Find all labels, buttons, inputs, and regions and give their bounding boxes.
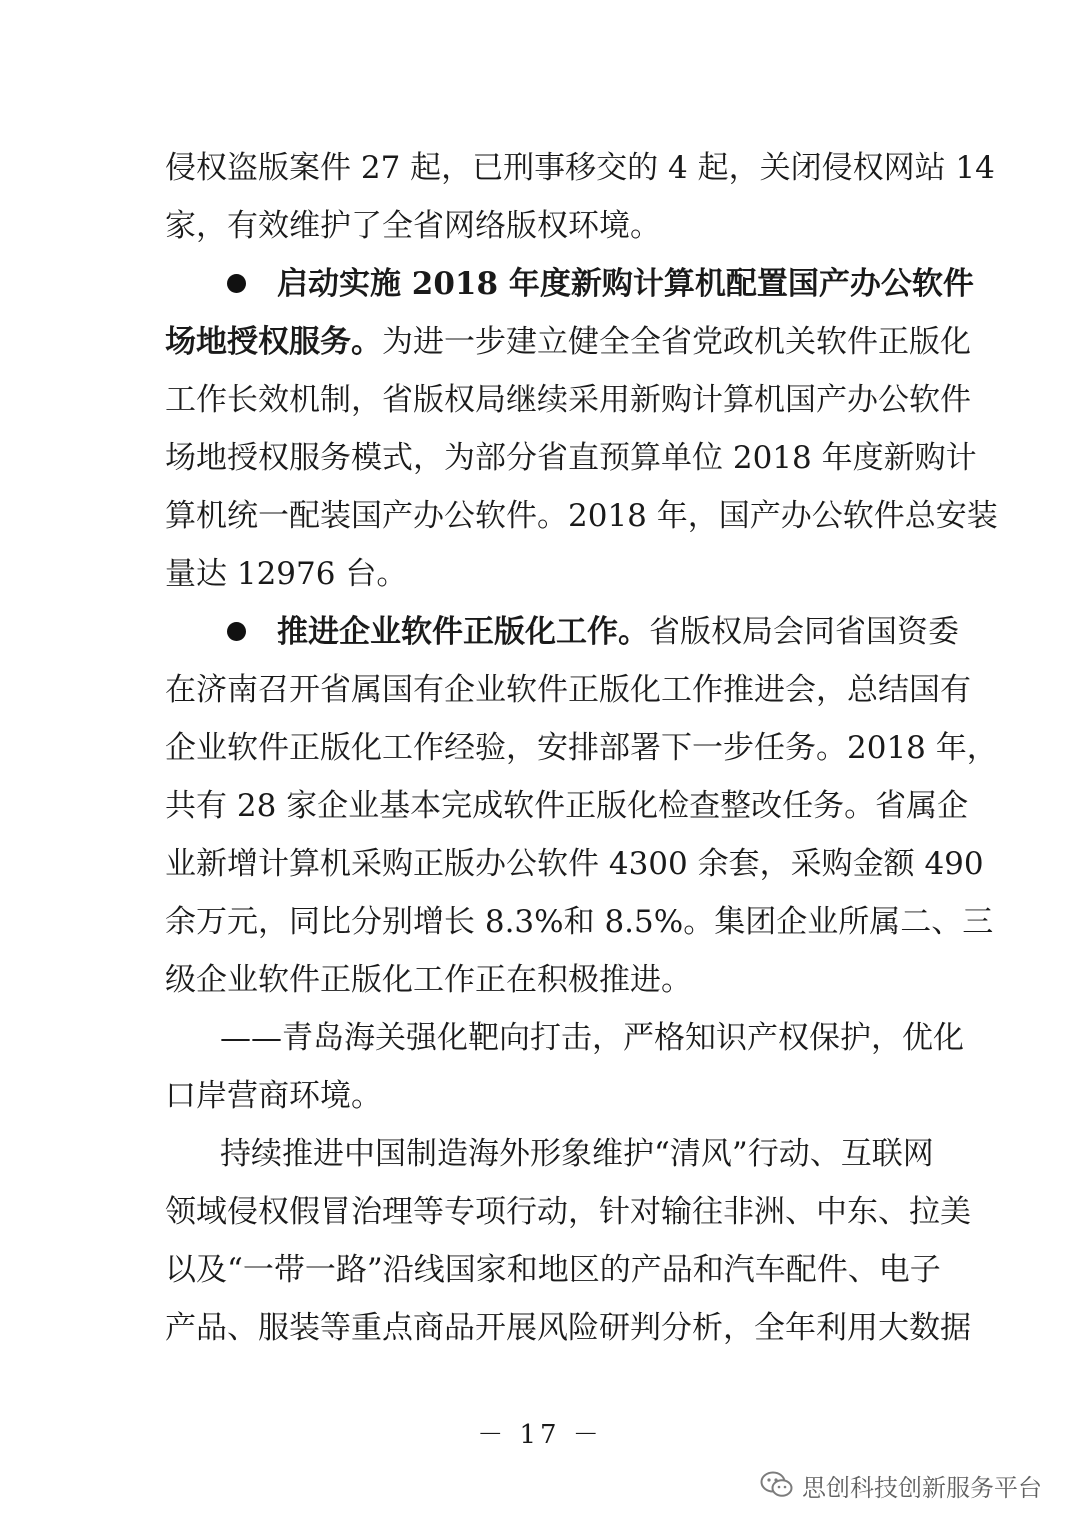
paragraph-text: 为进一步建立健全全省党政机关软件正版化 [382, 324, 971, 360]
paragraph-line: 产品、服装等重点商品开展风险研判分析，全年利用大数据 [165, 1310, 971, 1346]
bullet-icon [227, 622, 246, 641]
paragraph-line: 领域侵权假冒治理等专项行动，针对输往非洲、中东、拉美 [165, 1194, 971, 1230]
paragraph-line: 企业软件正版化工作经验，安排部署下一步任务。2018 年， [165, 730, 998, 766]
paragraph-line: 场地授权服务模式，为部分省直预算单位 2018 年度新购计 [165, 440, 977, 476]
page-number: － 17 － [477, 1420, 603, 1450]
paragraph-line: 量达 12976 台。 [165, 556, 408, 592]
paragraph-line: 以及“一带一路”沿线国家和地区的产品和汽车配件、电子 [165, 1252, 941, 1288]
paragraph-line: 级企业软件正版化工作正在积极推进。 [165, 962, 692, 998]
paragraph-line: 余万元，同比分别增长 8.3%和 8.5%。集团企业所属二、三 [165, 904, 994, 940]
paragraph-line: 工作长效机制，省版权局继续采用新购计算机国产办公软件 [165, 382, 971, 418]
bullet-paragraph [277, 606, 959, 658]
bullet-icon [227, 274, 246, 293]
paragraph-line: 侵权盗版案件 27 起，已刑事移交的 4 起，关闭侵权网站 14 [165, 150, 995, 186]
paragraph-line: 家，有效维护了全省网络版权环境。 [165, 208, 661, 244]
bullet-heading-cont: 场地授权服务。 [165, 324, 382, 360]
section-heading: ——青岛海关强化靶向打击，严格知识产权保护，优化 [220, 1020, 964, 1056]
section-heading-cont: 口岸营商环境。 [165, 1078, 382, 1114]
bullet-item [165, 258, 974, 310]
paragraph-text: 省版权局会同省国资委 [649, 614, 959, 650]
paragraph-line: 持续推进中国制造海外形象维护“清风”行动、互联网 [220, 1136, 934, 1172]
bullet-heading: 启动实施 2018 年度新购计算机配置国产办公软件 [277, 266, 974, 302]
paragraph-line: 共有 28 家企业基本完成软件正版化检查整改任务。省属企 [165, 788, 969, 824]
paragraph-line: 业新增计算机采购正版办公软件 4300 余套，采购金额 490 [165, 846, 984, 882]
bullet-item [165, 606, 959, 658]
bullet-heading: 推进企业软件正版化工作。 [277, 614, 649, 650]
paragraph-line: 在济南召开省属国有企业软件正版化工作推进会，总结国有 [165, 672, 971, 708]
wechat-icon [760, 1470, 794, 1500]
paragraph-line: 算机统一配装国产办公软件。2018 年，国产办公软件总安装 [165, 498, 998, 534]
paragraph-line [165, 316, 971, 368]
watermark-text: 思创科技创新服务平台 [802, 1473, 1042, 1502]
watermark [760, 1462, 1042, 1508]
